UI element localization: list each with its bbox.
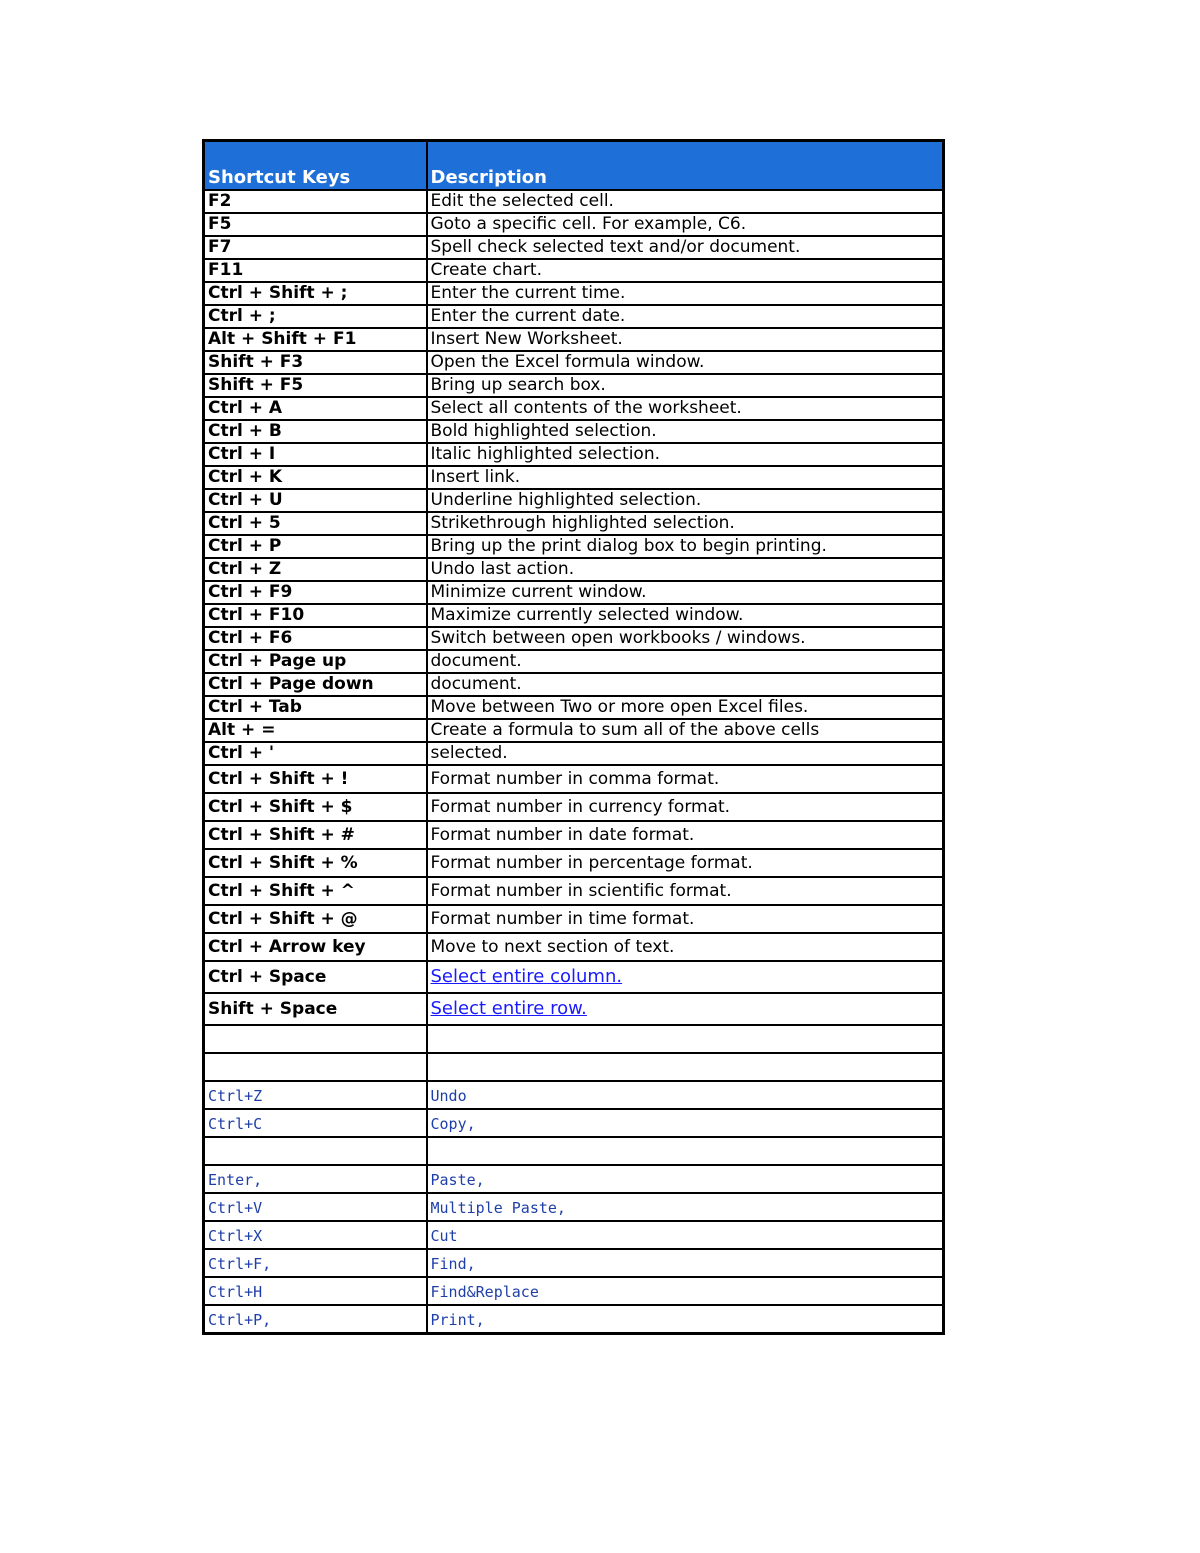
description-cell: Format number in currency format. [427, 793, 944, 821]
table-row [204, 877, 944, 905]
table-body [204, 190, 944, 1334]
table-row [204, 1249, 944, 1277]
table-header [204, 141, 944, 191]
table-row [204, 1109, 944, 1137]
table-row [204, 696, 944, 719]
shortcut-key-cell: Ctrl + Z [204, 558, 427, 581]
shortcut-key-cell: Alt + Shift + F1 [204, 328, 427, 351]
shortcut-key-cell [204, 1137, 427, 1165]
shortcut-key-cell: Ctrl + U [204, 489, 427, 512]
empty-row [204, 1053, 944, 1081]
description-cell: Edit the selected cell. [427, 190, 944, 213]
description-cell: Create a formula to sum all of the above cells [427, 719, 944, 742]
shortcut-key-cell: Ctrl + B [204, 420, 427, 443]
shortcut-key-cell: F7 [204, 236, 427, 259]
shortcut-key-cell: Ctrl + F10 [204, 604, 427, 627]
table-row [204, 650, 944, 673]
shortcut-key-cell: Ctrl + Shift + ; [204, 282, 427, 305]
table-row [204, 821, 944, 849]
description-cell: Undo [427, 1081, 944, 1109]
table-row [204, 374, 944, 397]
description-cell: Bring up search box. [427, 374, 944, 397]
table-row [204, 673, 944, 696]
table-row [204, 558, 944, 581]
shortcut-key-cell: Shift + F5 [204, 374, 427, 397]
column-header-description: Description [427, 141, 944, 191]
shortcut-key-cell: Ctrl + Shift + $ [204, 793, 427, 821]
table-row [204, 213, 944, 236]
table-row [204, 849, 944, 877]
description-cell: selected. [427, 742, 944, 765]
shortcut-key-cell: Ctrl + Tab [204, 696, 427, 719]
shortcut-key-cell: Ctrl + F9 [204, 581, 427, 604]
shortcut-key-cell: Ctrl + ; [204, 305, 427, 328]
shortcut-key-cell: Ctrl+P, [204, 1305, 427, 1334]
table-row [204, 933, 944, 961]
description-cell: Maximize currently selected window. [427, 604, 944, 627]
table-row [204, 719, 944, 742]
description-cell: Enter the current date. [427, 305, 944, 328]
table-row [204, 443, 944, 466]
shortcut-key-cell: Ctrl + Page up [204, 650, 427, 673]
table-row [204, 765, 944, 793]
description-cell: Spell check selected text and/or document. [427, 236, 944, 259]
description-cell: Underline highlighted selection. [427, 489, 944, 512]
shortcut-key-cell: Ctrl + Shift + % [204, 849, 427, 877]
description-cell: Strikethrough highlighted selection. [427, 512, 944, 535]
shortcut-key-cell: Ctrl + Arrow key [204, 933, 427, 961]
empty-cell [427, 1025, 944, 1053]
shortcut-key-cell: Ctrl+H [204, 1277, 427, 1305]
description-cell: Select all contents of the worksheet. [427, 397, 944, 420]
description-cell: Create chart. [427, 259, 944, 282]
description-cell: Undo last action. [427, 558, 944, 581]
table-row [204, 489, 944, 512]
description-cell: Find&Replace [427, 1277, 944, 1305]
description-link[interactable]: Select entire column. [427, 961, 944, 993]
description-cell: Move to next section of text. [427, 933, 944, 961]
description-cell: Bold highlighted selection. [427, 420, 944, 443]
table-row [204, 1305, 944, 1334]
description-cell: Goto a specific cell. For example, C6. [427, 213, 944, 236]
table-row [204, 535, 944, 558]
empty-row [204, 1025, 944, 1053]
table-row [204, 1137, 944, 1165]
table-row [204, 581, 944, 604]
description-cell: Find, [427, 1249, 944, 1277]
shortcut-key-cell: Alt + = [204, 719, 427, 742]
table-row [204, 512, 944, 535]
table-row [204, 627, 944, 650]
description-cell: Format number in date format. [427, 821, 944, 849]
shortcut-key-cell: Ctrl + Space [204, 961, 427, 993]
shortcut-key-cell: Ctrl + K [204, 466, 427, 489]
description-cell: Format number in scientific format. [427, 877, 944, 905]
shortcut-key-cell: Ctrl + ' [204, 742, 427, 765]
description-cell: Enter the current time. [427, 282, 944, 305]
shortcut-key-cell: Ctrl + Shift + # [204, 821, 427, 849]
description-cell: Format number in percentage format. [427, 849, 944, 877]
shortcut-keys-table [202, 139, 945, 1335]
shortcut-key-cell: Ctrl+V [204, 1193, 427, 1221]
table-row [204, 961, 944, 993]
table-row [204, 1221, 944, 1249]
table-row [204, 793, 944, 821]
description-cell: Format number in comma format. [427, 765, 944, 793]
description-cell: Italic highlighted selection. [427, 443, 944, 466]
table-row [204, 397, 944, 420]
shortcut-key-cell: Ctrl + Shift + @ [204, 905, 427, 933]
description-cell: Format number in time format. [427, 905, 944, 933]
description-cell: Cut [427, 1221, 944, 1249]
shortcut-key-cell: Ctrl + A [204, 397, 427, 420]
table-row [204, 993, 944, 1025]
table-row [204, 305, 944, 328]
shortcut-key-cell: Ctrl + 5 [204, 512, 427, 535]
description-cell: Copy, [427, 1109, 944, 1137]
description-cell: Print, [427, 1305, 944, 1334]
description-cell: document. [427, 673, 944, 696]
shortcut-key-cell: Ctrl+X [204, 1221, 427, 1249]
table-row [204, 1277, 944, 1305]
description-cell: Bring up the print dialog box to begin printing. [427, 535, 944, 558]
description-cell: Move between Two or more open Excel files. [427, 696, 944, 719]
description-cell: Minimize current window. [427, 581, 944, 604]
shortcut-key-cell: Ctrl+F, [204, 1249, 427, 1277]
shortcut-key-cell: Ctrl + I [204, 443, 427, 466]
shortcut-key-cell: Ctrl + Page down [204, 673, 427, 696]
table-row [204, 1165, 944, 1193]
shortcut-key-cell: F5 [204, 213, 427, 236]
empty-cell [204, 1025, 427, 1053]
description-cell: Insert link. [427, 466, 944, 489]
table-row [204, 604, 944, 627]
shortcut-key-cell: Ctrl+C [204, 1109, 427, 1137]
description-cell [427, 1137, 944, 1165]
table-row [204, 259, 944, 282]
shortcut-key-cell: Shift + F3 [204, 351, 427, 374]
table-row [204, 351, 944, 374]
shortcut-key-cell: Shift + Space [204, 993, 427, 1025]
description-cell: Paste, [427, 1165, 944, 1193]
description-cell: document. [427, 650, 944, 673]
column-header-shortcut-keys: Shortcut Keys [204, 141, 427, 191]
shortcut-key-cell: F2 [204, 190, 427, 213]
empty-cell [204, 1053, 427, 1081]
table-row [204, 282, 944, 305]
table-row [204, 190, 944, 213]
table-row [204, 236, 944, 259]
description-cell: Open the Excel formula window. [427, 351, 944, 374]
description-cell: Multiple Paste, [427, 1193, 944, 1221]
shortcut-key-cell: Ctrl + Shift + ! [204, 765, 427, 793]
table-row [204, 328, 944, 351]
table-row [204, 742, 944, 765]
description-cell: Switch between open workbooks / windows. [427, 627, 944, 650]
shortcut-key-cell: Ctrl + Shift + ^ [204, 877, 427, 905]
shortcut-key-cell: F11 [204, 259, 427, 282]
table-row [204, 1193, 944, 1221]
table-row [204, 466, 944, 489]
table-row [204, 420, 944, 443]
description-cell: Insert New Worksheet. [427, 328, 944, 351]
shortcut-key-cell: Ctrl + F6 [204, 627, 427, 650]
header-row [204, 141, 944, 191]
shortcut-key-cell: Enter, [204, 1165, 427, 1193]
empty-cell [427, 1053, 944, 1081]
table-row [204, 1081, 944, 1109]
shortcut-key-cell: Ctrl + P [204, 535, 427, 558]
table-row [204, 905, 944, 933]
shortcut-key-cell: Ctrl+Z [204, 1081, 427, 1109]
description-link[interactable]: Select entire row. [427, 993, 944, 1025]
